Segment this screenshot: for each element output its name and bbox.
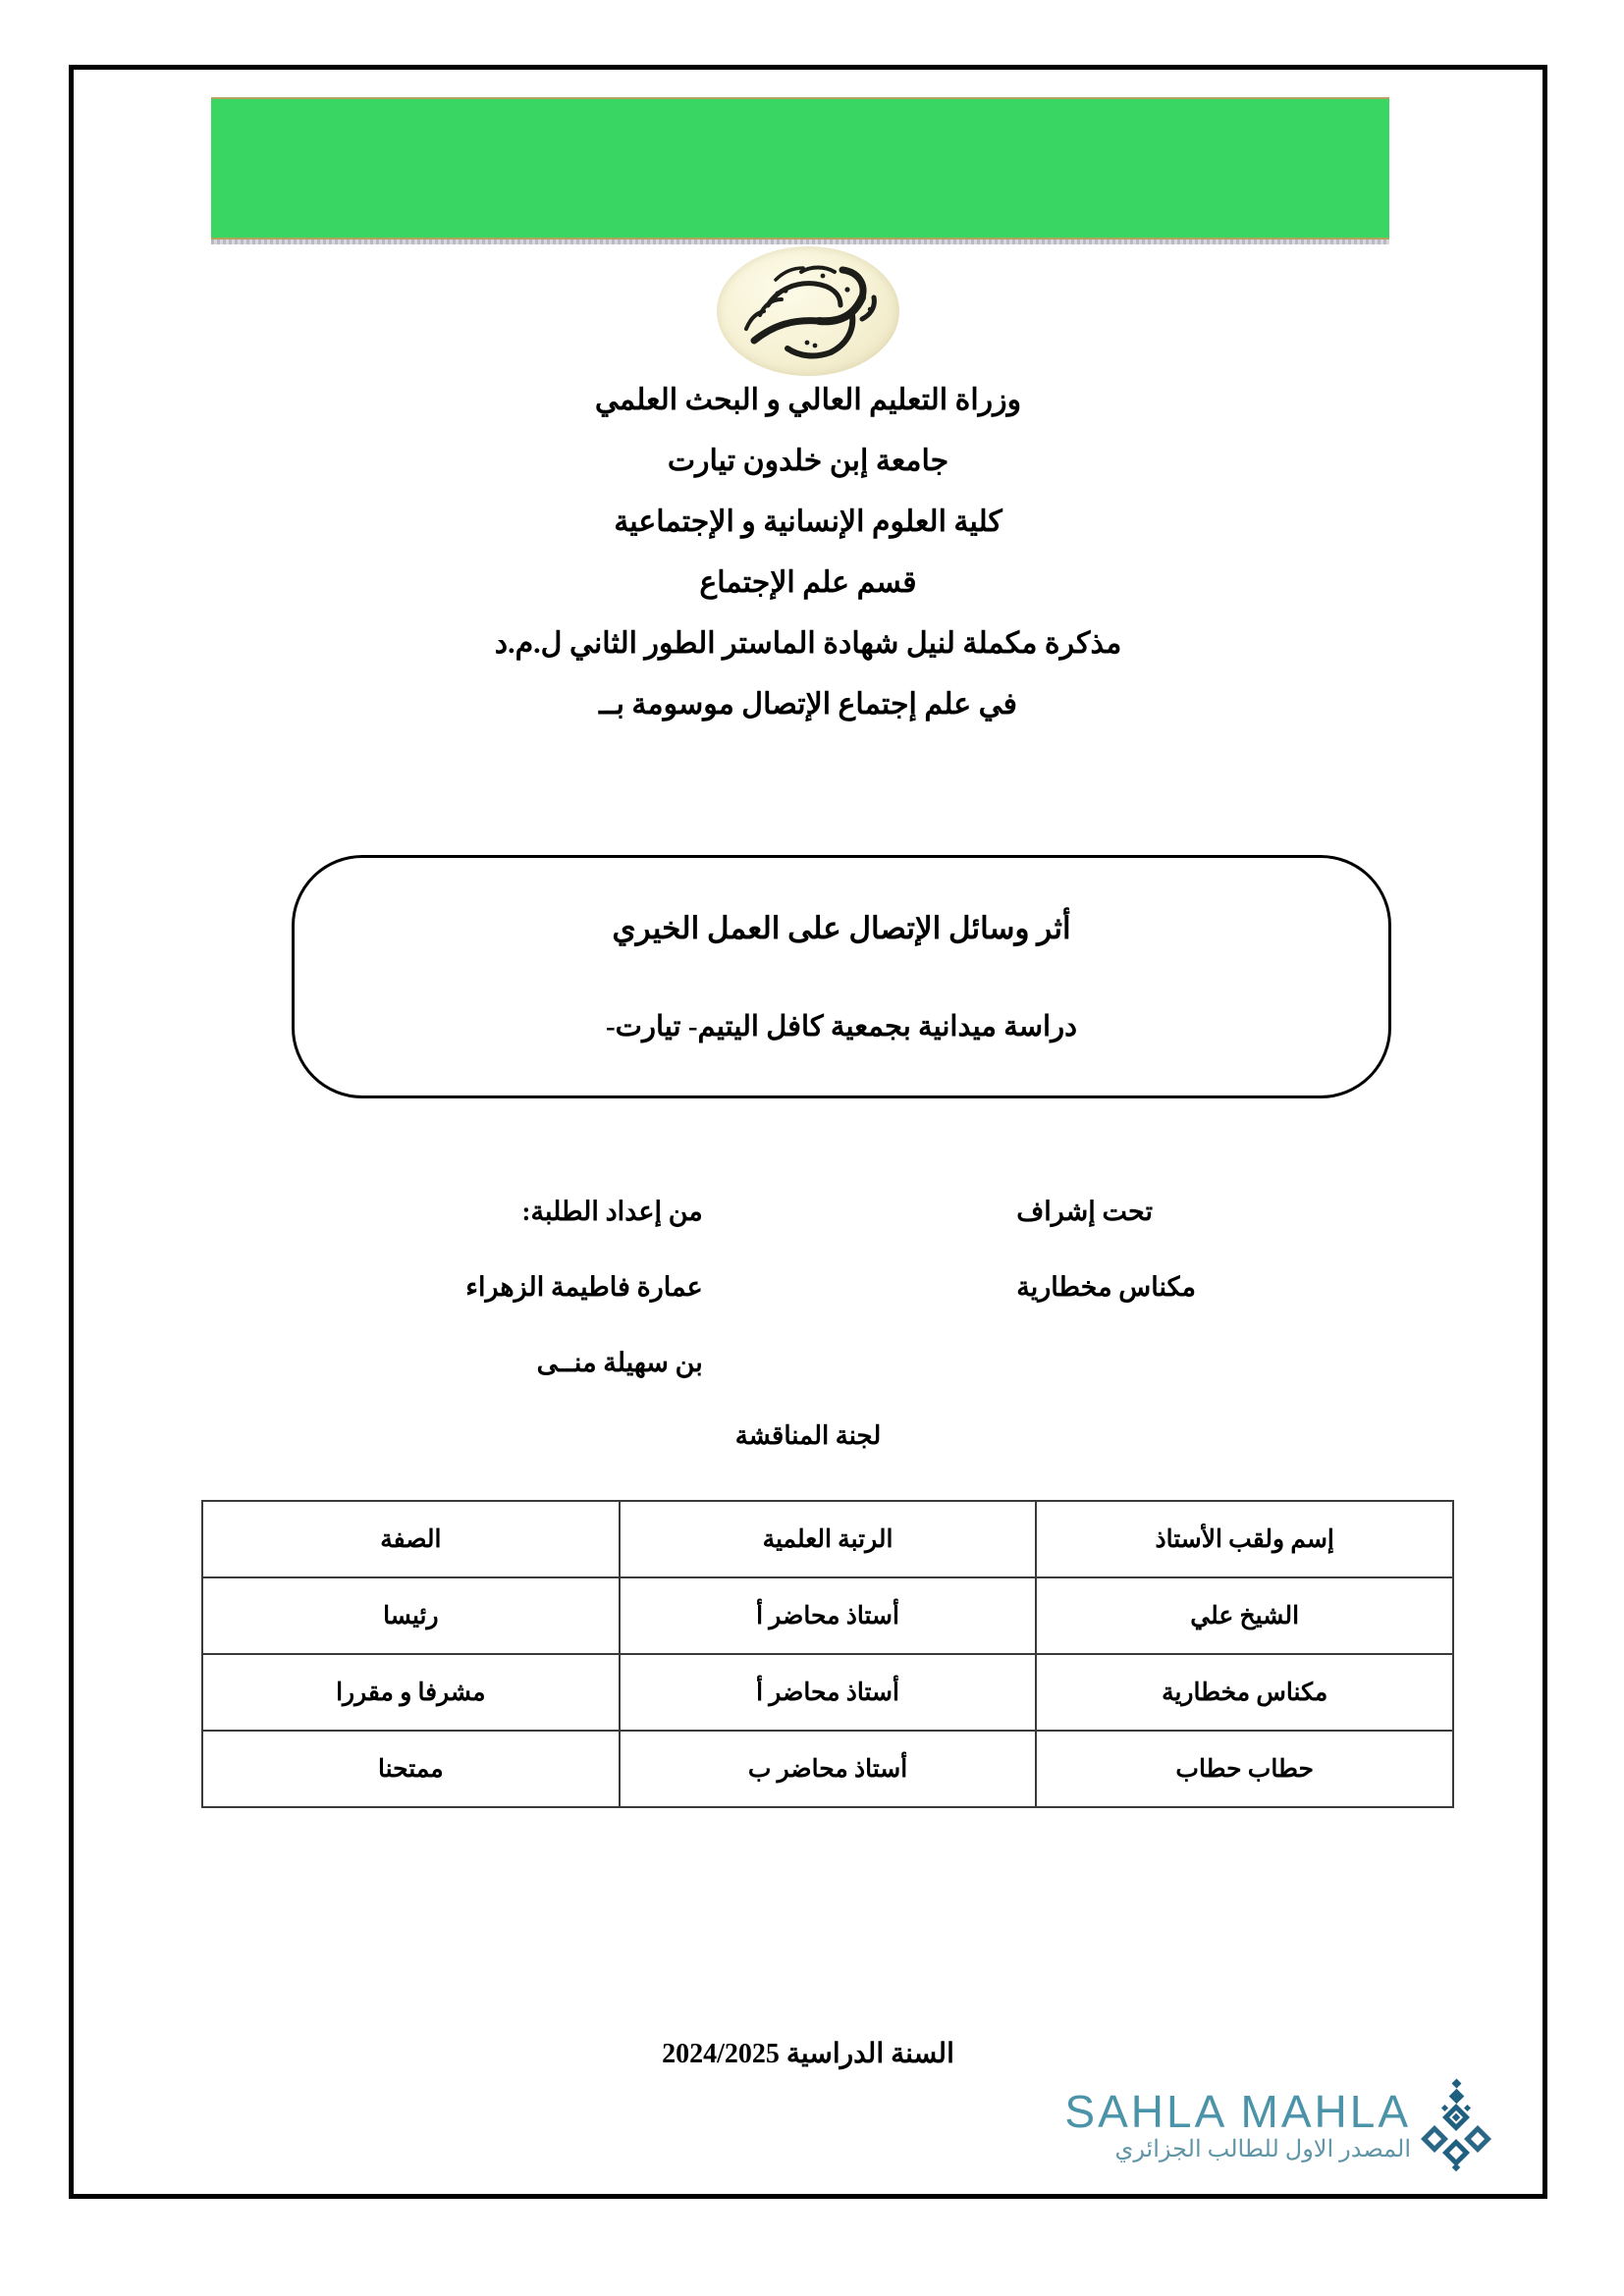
table-header-row xyxy=(202,1501,1453,1577)
header-line-ministry: وزراة التعليم العالي و البحث العلمي xyxy=(594,384,1022,416)
ibn-khaldoun-seal-icon xyxy=(717,246,899,376)
jury-rank-2: أستاذ محاضر أ xyxy=(620,1654,1037,1731)
table-row xyxy=(202,1654,1453,1731)
jury-name-3: حطاب حطاب xyxy=(1036,1731,1453,1807)
watermark-tagline: المصدر الاول للطالب الجزائري xyxy=(1114,2137,1411,2163)
jury-role-1: رئيسا xyxy=(202,1577,620,1654)
university-logo-container xyxy=(74,246,1543,376)
column-header-rank: الرتبة العلمية xyxy=(620,1501,1037,1577)
sahla-mahla-watermark xyxy=(1064,2078,1491,2172)
students-heading: من إعداد الطلبة: xyxy=(521,1197,703,1226)
header-line-specialty: في علم إجتماع الإتصال موسومة بــ xyxy=(599,688,1017,721)
column-header-name: إسم ولقب الأستاذ xyxy=(1036,1501,1453,1577)
institution-header xyxy=(74,386,1543,720)
berber-diamond-logo-icon xyxy=(1421,2078,1491,2172)
jury-table xyxy=(201,1500,1454,1808)
students-column xyxy=(167,1197,757,1423)
header-line-degree: مذكرة مكملة لنيل شهادة الماستر الطور الثاني ل.م.د xyxy=(494,627,1122,660)
thesis-main-title: أثر وسائل الإتصال على العمل الخيري xyxy=(612,910,1071,945)
thesis-title-box xyxy=(292,855,1391,1098)
table-row xyxy=(202,1577,1453,1654)
page-frame xyxy=(69,65,1547,2199)
supervisor-name-1: مكناس مخطارية xyxy=(1016,1272,1197,1302)
header-line-university: جامعة إبن خلدون تيارت xyxy=(667,445,949,477)
jury-name-1: الشيخ علي xyxy=(1036,1577,1453,1654)
header-line-department: قسم علم الإجتماع xyxy=(699,566,917,599)
supervisor-heading: تحت إشراف xyxy=(1016,1197,1153,1226)
banner-underline-decoration xyxy=(211,240,1389,244)
header-line-faculty: كلية العلوم الإنسانية و الإجتماعية xyxy=(614,506,1002,538)
jury-role-3: ممتحنا xyxy=(202,1731,620,1807)
watermark-text xyxy=(1064,2086,1411,2163)
redaction-banner xyxy=(211,97,1389,240)
thesis-subtitle: دراسة ميدانية بجمعية كافل اليتيم- تيارت- xyxy=(605,1010,1078,1042)
jury-rank-3: أستاذ محاضر ب xyxy=(620,1731,1037,1807)
table-row xyxy=(202,1731,1453,1807)
student-name-2: بن سهيلة منــى xyxy=(536,1348,703,1377)
watermark-brand: SAHLA MAHLA xyxy=(1064,2086,1411,2137)
jury-heading: لجنة المناقشة xyxy=(734,1421,882,1450)
student-name-1: عمارة فاطيمة الزهراء xyxy=(465,1272,703,1302)
jury-name-2: مكناس مخطارية xyxy=(1036,1654,1453,1731)
jury-rank-1: أستاذ محاضر أ xyxy=(620,1577,1037,1654)
authors-and-supervisor xyxy=(167,1197,1449,1423)
column-header-role: الصفة xyxy=(202,1501,620,1577)
academic-year: السنة الدراسية 2024/2025 xyxy=(662,2039,954,2069)
jury-role-2: مشرفا و مقررا xyxy=(202,1654,620,1731)
supervisor-column xyxy=(859,1197,1449,1348)
